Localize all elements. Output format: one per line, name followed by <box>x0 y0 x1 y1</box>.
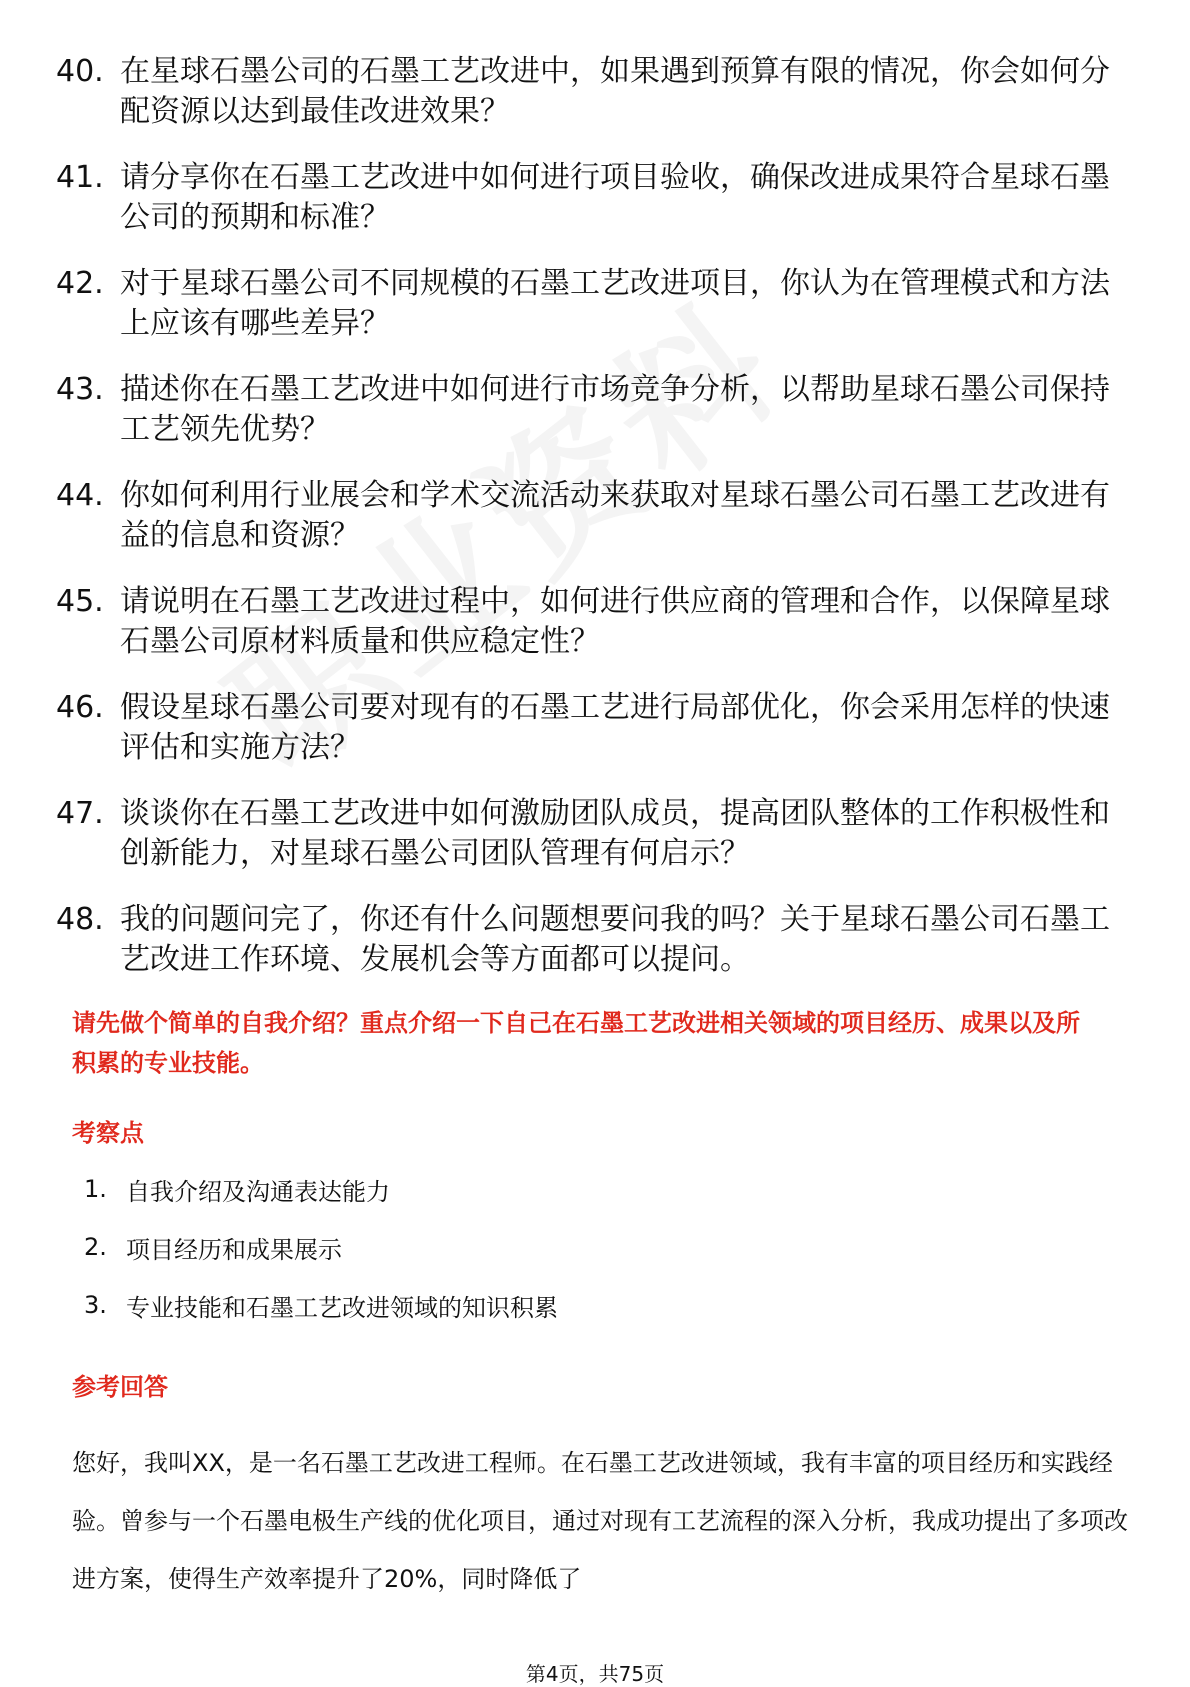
question-number: 45. <box>56 584 104 619</box>
question-item <box>56 688 1136 768</box>
answer-text: 您好，我叫XX，是一名石墨工艺改进工程师。在石墨工艺改进领域，我有丰富的项目经历和实践经验。曾参与一个石墨电极生产线的优化项目，通过对现有工艺流程的深入分析，我成功提出了多项改进方案，使得生产效率提升了20%，同时降低了 <box>72 1449 1128 1593</box>
question-number: 47. <box>56 796 104 831</box>
focus-point-number: 2. <box>84 1233 107 1261</box>
question-number: 41. <box>56 160 104 195</box>
question-item <box>56 52 1136 132</box>
question-text: 请分享你在石墨工艺改进中如何进行项目验收，确保改进成果符合星球石墨公司的预期和标准？ <box>120 160 1110 235</box>
focus-point <box>84 1168 558 1210</box>
focus-point-text: 项目经历和成果展示 <box>126 1235 342 1264</box>
focus-title: 考察点 <box>72 1119 144 1147</box>
question-item <box>56 794 1136 874</box>
question-text: 对于星球石墨公司不同规模的石墨工艺改进项目，你认为在管理模式和方法上应该有哪些差异？ <box>120 266 1110 341</box>
question-number: 42. <box>56 266 104 301</box>
question-list <box>56 52 1136 1006</box>
question-item <box>56 158 1136 238</box>
question-text: 描述你在石墨工艺改进中如何进行市场竞争分析，以帮助星球石墨公司保持工艺领先优势？ <box>120 372 1110 447</box>
focus-point-number: 3. <box>84 1291 107 1319</box>
question-number: 46. <box>56 690 104 725</box>
question-item <box>56 264 1136 344</box>
lead-question: 请先做个简单的自我介绍？重点介绍一下自己在石墨工艺改进相关领域的项目经历、成果以及所积累的专业技能。 <box>72 1009 1080 1077</box>
question-text: 我的问题问完了，你还有什么问题想要问我的吗？关于星球石墨公司石墨工艺改进工作环境、发展机会等方面都可以提问。 <box>120 902 1110 977</box>
question-item <box>56 582 1136 662</box>
focus-point-number: 1. <box>84 1175 107 1203</box>
question-item <box>56 900 1136 980</box>
page-footer: 第4页，共75页 <box>525 1662 665 1686</box>
question-number: 44. <box>56 478 104 513</box>
question-text: 你如何利用行业展会和学术交流活动来获取对星球石墨公司石墨工艺改进有益的信息和资源？ <box>120 478 1110 553</box>
question-text: 请说明在石墨工艺改进过程中，如何进行供应商的管理和合作，以保障星球石墨公司原材料质量和供应稳定性？ <box>120 584 1110 659</box>
focus-point-text: 专业技能和石墨工艺改进领域的知识积累 <box>126 1293 558 1322</box>
focus-point-list <box>84 1168 558 1342</box>
question-number: 40. <box>56 54 104 89</box>
focus-point <box>84 1284 558 1326</box>
focus-point <box>84 1226 558 1268</box>
question-text: 在星球石墨公司的石墨工艺改进中，如果遇到预算有限的情况，你会如何分配资源以达到最佳改进效果？ <box>120 54 1110 129</box>
question-number: 48. <box>56 902 104 937</box>
question-text: 假设星球石墨公司要对现有的石墨工艺进行局部优化，你会采用怎样的快速评估和实施方法？ <box>120 690 1110 765</box>
question-number: 43. <box>56 372 104 407</box>
answer-title: 参考回答 <box>72 1373 168 1401</box>
question-text: 谈谈你在石墨工艺改进中如何激励团队成员，提高团队整体的工作积极性和创新能力，对星球石墨公司团队管理有何启示？ <box>120 796 1110 871</box>
question-item <box>56 476 1136 556</box>
focus-point-text: 自我介绍及沟通表达能力 <box>126 1177 390 1206</box>
question-item <box>56 370 1136 450</box>
